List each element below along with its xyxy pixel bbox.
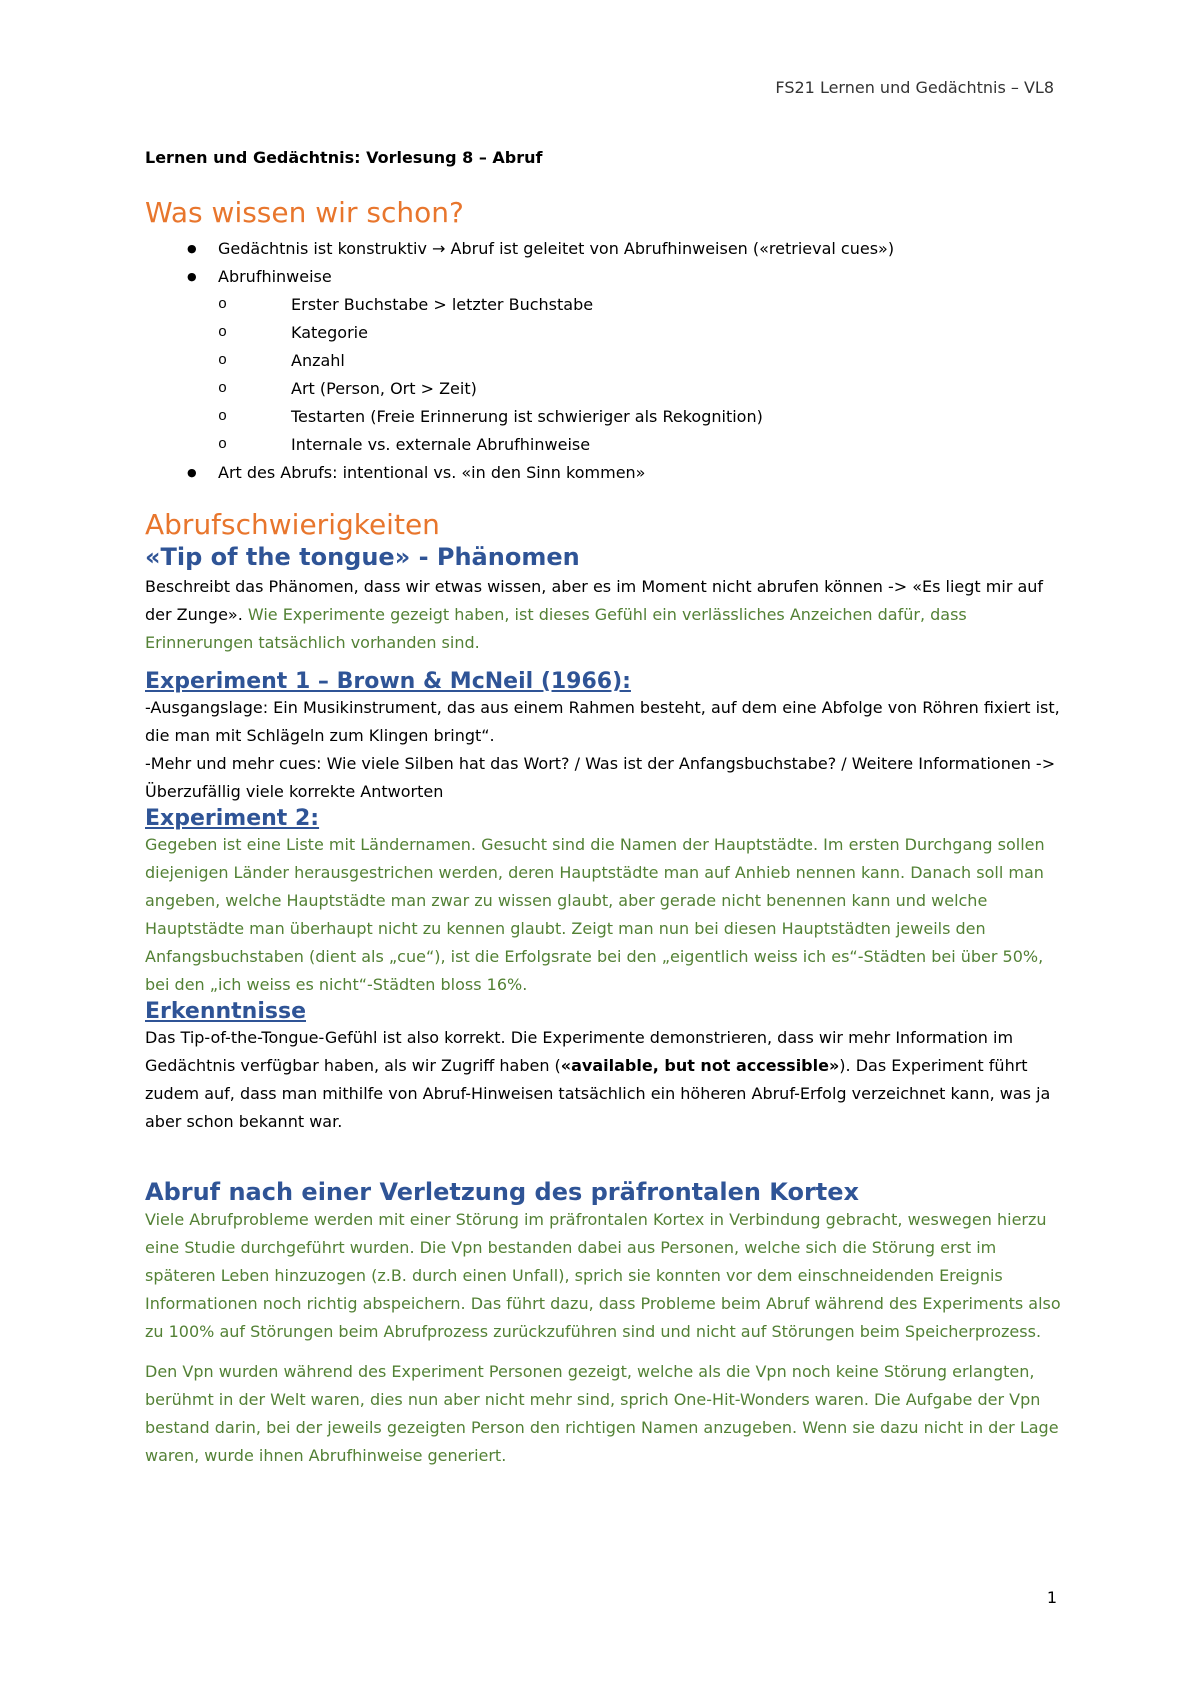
erkenntnisse-heading: Erkenntnisse [145, 999, 306, 1024]
sub-item: o Art (Person, Ort > Zeit) [218, 375, 1065, 403]
sub-item: o Internale vs. externale Abrufhinweise [218, 431, 1065, 459]
sub-list [218, 291, 1065, 459]
section-heading: Was wissen wir schon? [145, 196, 464, 229]
paragraph: Das Tip-of-the-Tongue-Gefühl ist also korrekt. Die Experimente demonstrieren, dass wir mehr Information im Gedächtnis verfügbar haben, als wir Zugriff haben («available, but not accessible»). Das Experiment führt zudem auf, dass man mithilfe von Abruf-Hinweisen tatsächlich ein höheren Abruf-Erfolg verzeichnet kann, was ja aber schon bekannt war. [145, 1028, 1051, 1131]
running-header: FS21 Lernen und Gedächtnis – VL8 [775, 78, 1054, 97]
experiment-2-heading: Experiment 2: [145, 806, 320, 831]
paragraph: Den Vpn wurden während des Experiment Personen gezeigt, welche als die Vpn noch keine Störung erlangten, berühmt in der Welt waren, dies nun aber nicht mehr sind, sprich One-Hit-Wonders waren. Die Aufgabe der Vpn bestand darin, bei der jeweils gezeigten Person den richtigen Namen anzugeben. Wenn sie dazu nicht in der Lage waren, wurde ihnen Abrufhinweise generiert. [145, 1362, 1059, 1465]
section-was-wissen-wir-schon [145, 196, 1065, 487]
paragraph: Beschreibt das Phänomen, dass wir etwas wissen, aber es im Moment nicht abrufen können -> «Es liegt mir auf der Zunge». Wie Experimente gezeigt haben, ist dieses Gefühl ein verlässliches Anzeichen dafür, dass Erinnerungen tatsächlich vorhanden sind. [145, 577, 1044, 652]
paragraph: -Mehr und mehr cues: Wie viele Silben hat das Wort? / Was ist der Anfangsbuchstabe? / Weitere Informationen -> Überzufällig viele korrekte Antworten [145, 754, 1056, 801]
bullet-item: ● Gedächtnis ist konstruktiv → Abruf ist geleitet von Abrufhinweisen («retrieval cues») [145, 235, 1065, 263]
sub-item: o Kategorie [218, 319, 1065, 347]
sub-item: o Erster Buchstabe > letzter Buchstabe [218, 291, 1065, 319]
section-heading: Abruf nach einer Verletzung des präfrontalen Kortex [145, 1178, 860, 1206]
paragraph: -Ausgangslage: Ein Musikinstrument, das aus einem Rahmen besteht, auf dem eine Abfolge von Röhren fixiert ist, die man mit Schlägeln zum Klingen bringt“. [145, 698, 1060, 745]
paragraph: Viele Abrufprobleme werden mit einer Störung im präfrontalen Kortex in Verbindung gebracht, weswegen hierzu eine Studie durchgeführt wurden. Die Vpn bestanden dabei aus Personen, welche sich die Störung erst im späteren Leben hinzuzogen (z.B. durch einen Unfall), sprich sie konnten vor dem einschneidenden Ereignis Informationen noch richtig abspeichern. Das führt dazu, dass Probleme beim Abruf während des Experiments also zu 100% auf Störungen beim Abrufprozess zurückzuführen sind und nicht auf Störungen beim Speicherprozess. [145, 1210, 1061, 1341]
experiment-1-heading: Experiment 1 – Brown & McNeil (1966): [145, 669, 631, 694]
sub-item: o Anzahl [218, 347, 1065, 375]
bullet-item: ● Abrufhinweise o Erster Buchstabe > letzter Buchstabe o Kategorie o Anzahl o Art (Person, Ort > Zeit) o Testarten (Freie Erinnerung ist schwieriger als Rekognition) o Internale vs. externale Abrufhinweise [145, 263, 1065, 459]
section-heading: Abrufschwierigkeiten [145, 508, 440, 541]
paragraph: Gegeben ist eine Liste mit Ländernamen. Gesucht sind die Namen der Hauptstädte. Im ersten Durchgang sollen diejenigen Länder herausgestrichen werden, deren Hauptstädte man auf Anhieb nennen kann. Danach soll man angeben, welche Hauptstädte man zwar zu wissen glaubt, aber gerade nicht benennen kann und welche Hauptstädte man überhaupt nicht zu kennen glaubt. Zeigt man nun bei diesen Hauptstädten jeweils den Anfangsbuchstaben (dient als „cue“), ist die Erfolgsrate bei den „eigentlich weiss ich es“-Städten bei über 50%, bei den „ich weiss es nicht“-Städten bloss 16%. [145, 835, 1045, 994]
bullet-item: ● Art des Abrufs: intentional vs. «in den Sinn kommen» [145, 459, 1065, 487]
document-title: Lernen und Gedächtnis: Vorlesung 8 – Abruf [145, 148, 543, 167]
page-number: 1 [1046, 1588, 1057, 1607]
section-abrufschwierigkeiten [145, 508, 1065, 1136]
section-praefrontaler-kortex [145, 1178, 1065, 1470]
subsection-heading: «Tip of the tongue» - Phänomen [145, 543, 580, 571]
bullet-list [145, 235, 1065, 487]
sub-item: o Testarten (Freie Erinnerung ist schwieriger als Rekognition) [218, 403, 1065, 431]
